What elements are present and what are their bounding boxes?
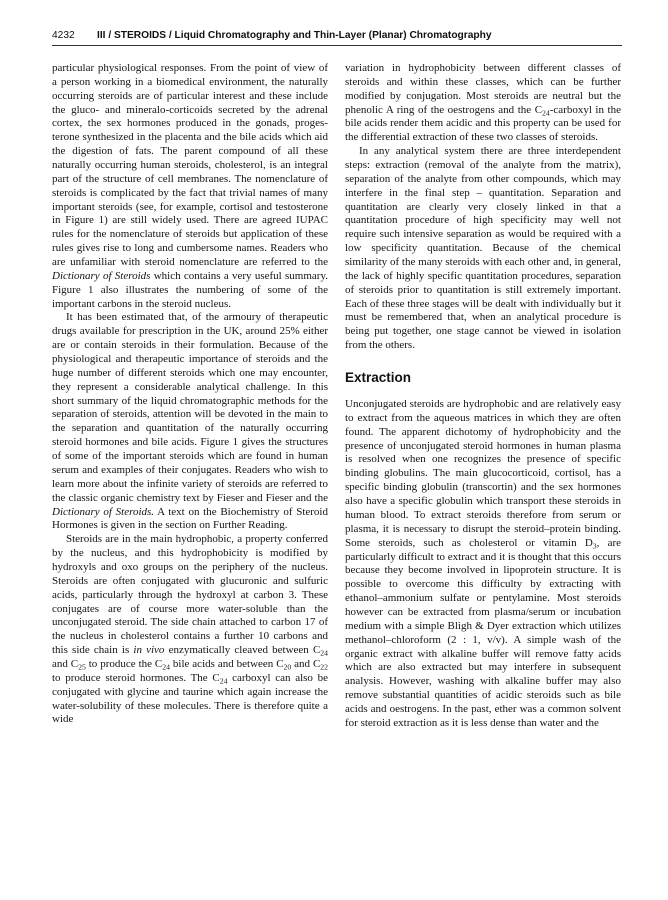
running-title: III / STEROIDS / Liquid Chromatography and Thin-Layer (Planar) Chromatography xyxy=(97,30,492,41)
section-heading: Extraction xyxy=(345,370,412,386)
running-header xyxy=(52,30,618,42)
right-column xyxy=(345,62,621,892)
header-rule xyxy=(52,45,622,46)
italic-title: Dictionary of Steroids xyxy=(52,269,151,282)
italic-term: in vivo xyxy=(133,644,165,657)
paragraph: variation in hydrophobicity between different classes of steroids and within these classes, which can be further modified by conjugation. Most steroids are neutral but the phenolic A ring of the oestrogens and the $C_{24}$-carboxyl in the bile acids render them acidic and this property can be used for the differential extraction of these two classes of steroids. xyxy=(345,62,621,144)
page-number: 4232 xyxy=(52,30,75,41)
left-column xyxy=(52,62,328,892)
paragraph: particular physiological responses. From the point of view of a person working in a biomedical environment, the naturally occurring steroids are of particular interest and these include the gluco- and mineralo-corticoids secreted by the adrenal cortex, the sex hormones produced in the gonads, progesterone synthesized in the placenta and the bile acids which aid the digestion of fats. The parent compound of all these naturally occurring human steroids, cholesterol, is an integral part of the structure of cell membranes. The nomenclature of steroids is complicated by the fact that trivial names of many important steroids (see, for example, cortisol and testosterone in Figure 1) are still widely used. There are agreed IUPAC rules for the nomenclature of steroids but application of these rules gives rise to long and cumbersome names. Readers who are unfamiliar with steroid nomenclature are referred to the Dictionary of Steroids which contains a very useful summary. Figure 1 also illustrates the numbering of some of the important carbons in the steroid nucleus. xyxy=(52,62,328,310)
paragraph: It has been estimated that, of the armoury of therapeutic drugs available for prescription in the UK, around 25% either are or contain steroids in their formulation. Because of the physiological and therapeutic importance of steroids and the huge number of different steroids which one may encounter, they represent a considerable analytical challenge. In this short summary of the liquid chromatographic methods for the separation of steroids, attention will be devoted in the main to the separation and quantitation of the naturally occurring steroid hormones and bile acids. Figure 1 gives the structures of some of the important steroids which are found in human serum and examples of their conjugates. Readers who wish to learn more about the infinite variety of steroids are referred to the classic organic chemistry text by Fieser and Fieser and the Dictionary of Steroids. A text on the Biochemistry of Steroid Hormones is given in the section on Further Reading. xyxy=(52,311,328,532)
italic-title: Dictionary of Steroids. xyxy=(52,505,155,518)
paragraph: In any analytical system there are three interdependent steps: extraction (removal of the analyte from the matrix), separation of the analyte from other compounds, which may interfere in the final step – quantitation. Separation and quantitation are clearly very closely linked in that a quantitation procedure of high specificity may well not require such intensive separation as would be required with a low specificity quantitation. Because of the chemical similarity of the many steroids with each other and, in general, the lack of highly specific quantitation procedures, separation of steroids prior to quantitation is still extremely important. Each of these three stages will be dealt with individually but it must be remembered that, when an analytical procedure is being put together, one stage cannot be viewed in isolation from the others. xyxy=(345,145,621,352)
paragraph: Unconjugated steroids are hydrophobic and are relatively easy to extract from the aqueous matrices in which they are often found. The apparent dichotomy of hydrophobicity and the presence of unconjugated steroid hormones in human plasma is resolved when one recognizes the presence of specific binding globulins. The main glucocorticoid, cortisol, has a specific binding globulin (transcortin) and the sex hormones also have a specific globulin which transport these steroids in human blood. To extract steroids therefore from serum or plasma, it is necessary to disrupt the steroid–protein binding. Some steroids, such as cholesterol or vitamin $D_3$, are particularly difficult to extract and it is thought that this occurs because they become involved in lipoprotein structure. It is possible to overcome this difficulty by extracting with ethanol–ammonium sulfate or pentylamine. Most steroids however can be extracted from plasma/serum or incubation medium with a simple Bligh & Dyer extraction which utilizes methanol–chloroform (2 : 1, v/v). A simple wash of the organic extract with alkaline buffer will remove fatty acids which are also extracted but may interfere in subsequent analysis. However, washing with alkaline buffer may also remove substantial quantities of acidic steroids such as bile acids and oestrogens. In the past, ether was a common solvent for steroid extraction as it is less dense than water and the xyxy=(345,398,621,729)
paragraph: Steroids are in the main hydrophobic, a property conferred by the nucleus, and this hydrophobicity is modified by hydroxyls and oxo groups on the periphery of the nucleus. Steroids are often conjugated with glucuronic and sulfuric acids, particularly through the hydroxyl at carbon 3. These conjugates are of course more water-soluble than the unconjugated steroid. The side chain attached to carbon 17 of the nucleus in cholesterol contains a further 10 carbons and this side chain is in vivo enzymatically cleaved between $C_{24}$ and $C_{25}$ to produce the $C_{24}$ bile acids and between $C_{20}$ and $C_{22}$ to produce steroid hormones. The $C_{24}$ carboxyl can also be conjugated with glycine and taurine which again increase the water-solubility of these molecules. There is therefore quite a wide xyxy=(52,533,328,726)
